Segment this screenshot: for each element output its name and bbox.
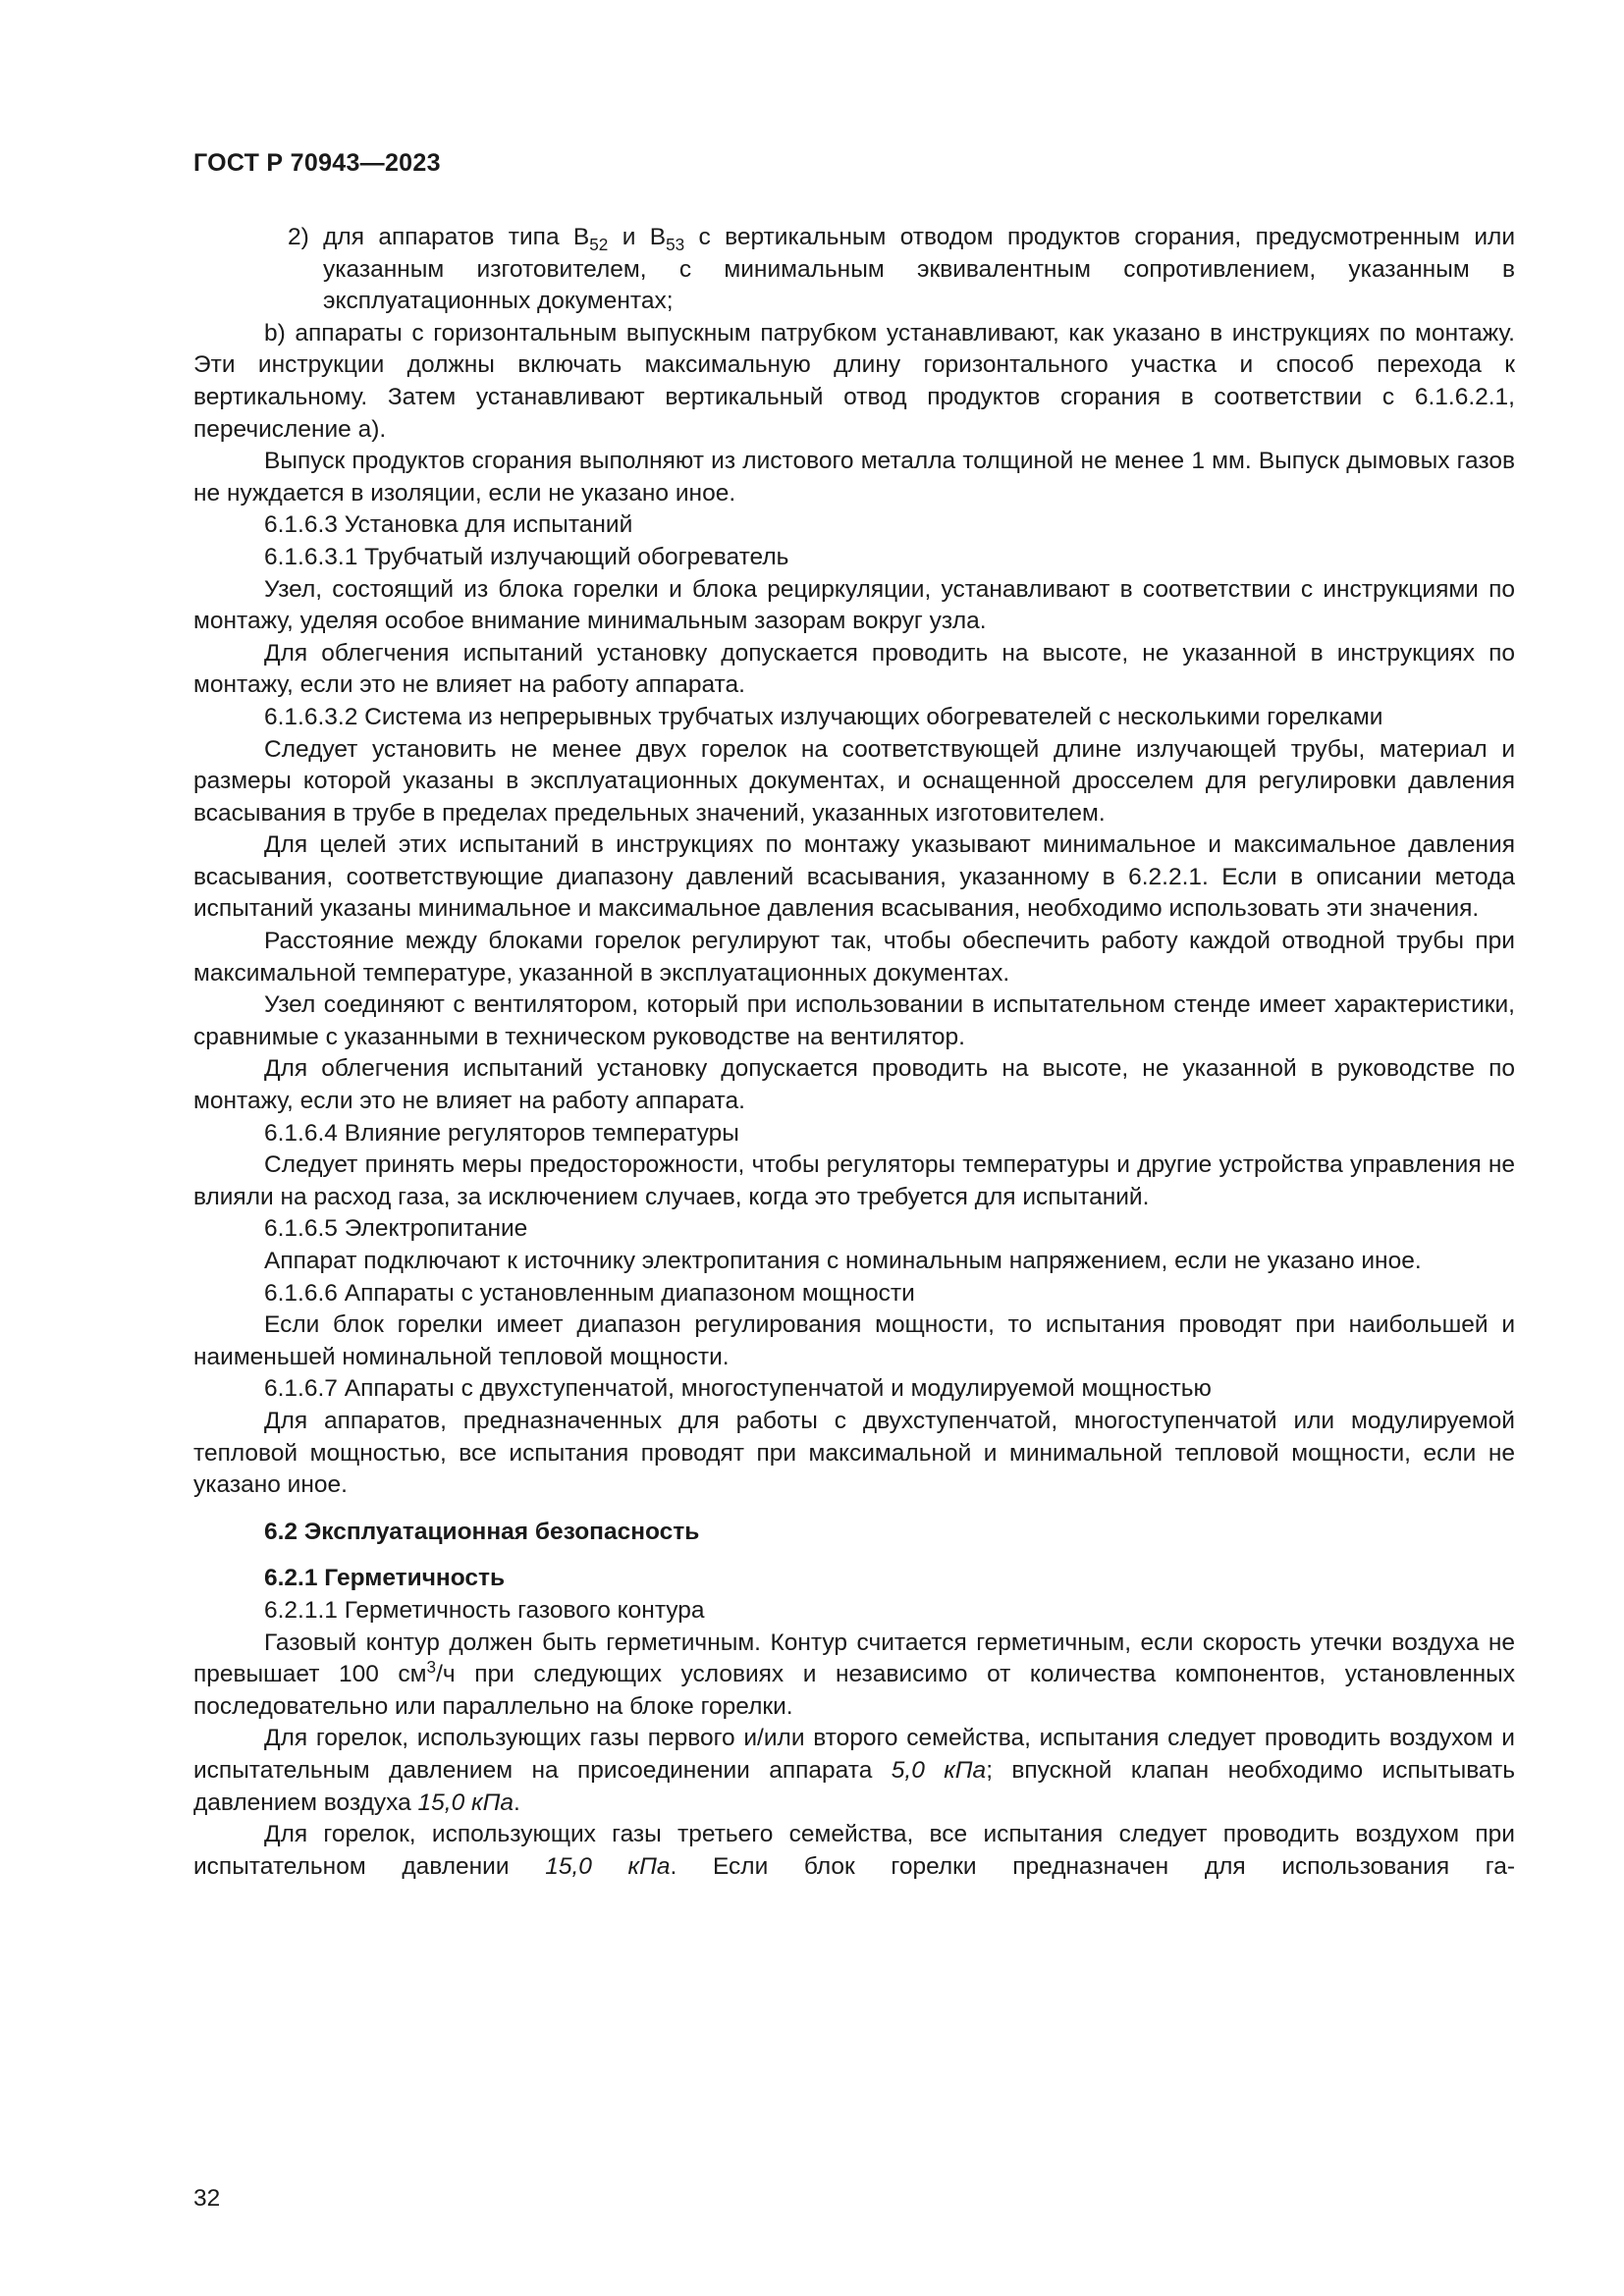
document-body xyxy=(193,222,1515,1883)
section-6-1-6-6: 6.1.6.6 Аппараты с установленным диапазоном мощности xyxy=(264,1279,915,1307)
paragraph-exhaust: Выпуск продуктов сгорания выполняют из листового металла толщиной не менее 1 мм. Выпуск дымовых газов не нуждается в изоляции, если не указано иное. xyxy=(193,448,1515,507)
section-6-1-6-3: 6.1.6.3 Установка для испытаний xyxy=(264,511,633,539)
paragraph-power: Аппарат подключают к источнику электропитания с номинальным напряжением, если не указано иное. xyxy=(264,1248,1422,1274)
section-heading-6-2: 6.2 Эксплуатационная безопасность xyxy=(264,1518,700,1545)
page-number: 32 xyxy=(193,2185,221,2212)
paragraph-distance: Расстояние между блоками горелок регулируют так, чтобы обеспечить работу каждой отводной трубы при максимальной температуре, указанной в эксплуатационных документах. xyxy=(193,928,1515,987)
paragraph-regulators: Следует принять меры предосторожности, чтобы регуляторы температуры и другие устройства управления не влияли на расход газа, за исключением случаев, когда это требуется для испытаний. xyxy=(193,1151,1515,1210)
paragraph-test-purpose: Для целей этих испытаний в инструкциях по монтажу указывают минимальное и максимальное давления всасывания, соответствующие диапазону давлений всасывания, указанному в 6.2.2.1. Если в описании метода испытаний указаны минимальное и максимальное давления всасывания, необходимо использовать эти значения. xyxy=(193,831,1515,923)
paragraph-first-family: Для горелок, использующих газы первого и/или второго семейства, испытания следует проводить воздухом и испытательным давлением на присоединении аппарата 5,0 кПа; впускной клапан необходимо испытывать давлением воздуха 15,0 кПа. xyxy=(193,1725,1516,1816)
paragraph-third-family: Для горелок, использующих газы третьего семейства, все испытания следует проводить воздухом при испытательном давлении 15,0 кПа. Если блок горелки предназначен для использования га- xyxy=(193,1821,1515,1880)
section-6-1-6-4: 6.1.6.4 Влияние регуляторов температуры xyxy=(264,1119,739,1147)
section-6-1-6-7: 6.1.6.7 Аппараты с двухступенчатой, многоступенчатой и модулируемой мощностью xyxy=(264,1375,1212,1403)
section-6-2-1-1: 6.2.1.1 Герметичность газового контура xyxy=(264,1596,705,1624)
section-heading-6-2-1: 6.2.1 Герметичность xyxy=(264,1565,506,1592)
paragraph-height-2: Для облегчения испытаний установку допускается проводить на высоте, не указанной в руководстве по монтажу, если это не влияет на работу аппарата. xyxy=(193,1055,1515,1115)
paragraph-item-b: b) аппараты с горизонтальным выпускным патрубком устанавливают, как указано в инструкциях по монтажу. Эти инструкции должны включать максимальную длину горизонтального участка и способ перехода к вертикальному. Затем устанавливают вертикальный отвод продуктов сгорания в соответствии с 6.1.6.2.1, перечисление а). xyxy=(193,319,1515,443)
paragraph-gas-circuit: Газовый контур должен быть герметичным. Контур считается герметичным, если скорость утечки воздуха не превышает 100 $см^3/ч$ при следующих условиях и независимо от количества компонентов, установленных последовательно или параллельно на блоке горелки. xyxy=(193,1629,1515,1720)
paragraph-fan: Узел соединяют с вентилятором, который при использовании в испытательном стенде имеет характеристики, сравнимые с указанными в техническом руководстве на вентилятор. xyxy=(193,991,1515,1050)
section-6-1-6-5: 6.1.6.5 Электропитание xyxy=(264,1215,528,1243)
list-item-2: 2) для аппаратов типа $B_{52}$ и $B_{53}$ с вертикальным отводом продуктов сгорания, предусмотренным или указанным изготовителем, с минимальным эквивалентным сопротивлением, указанным в эксплуатационных документах; xyxy=(288,224,1516,315)
paragraph-height-1: Для облегчения испытаний установку допускается проводить на высоте, не указанной в инструкциях по монтажу, если это не влияет на работу аппарата. xyxy=(193,639,1515,699)
paragraph-power-range: Если блок горелки имеет диапазон регулирования мощности, то испытания проводят при наибольшей и наименьшей номинальной тепловой мощности. xyxy=(193,1311,1515,1370)
paragraph-unit: Узел, состоящий из блока горелки и блока рециркуляции, устанавливают в соответствии с инструкциями по монтажу, уделяя особое внимание минимальным зазорам вокруг узла. xyxy=(193,575,1515,635)
section-6-1-6-3-2: 6.1.6.3.2 Система из непрерывных трубчатых излучающих обогревателей с несколькими горелками xyxy=(264,703,1383,730)
paragraph-stages: Для аппаратов, предназначенных для работы с двухступенчатой, многоступенчатой или модулируемой тепловой мощностью, все испытания проводят при максимальной и минимальной тепловой мощности, если не указано иное. xyxy=(193,1407,1515,1499)
section-6-1-6-3-1: 6.1.6.3.1 Трубчатый излучающий обогреватель xyxy=(264,543,789,570)
page-header: ГОСТ Р 70943—2023 xyxy=(193,149,441,177)
paragraph-two-burners: Следует установить не менее двух горелок на соответствующей длине излучающей трубы, материал и размеры которой указаны в эксплуатационных документах, и оснащенной дросселем для регулировки давления всасывания в трубе в пределах предельных значений, указанных изготовителем. xyxy=(193,735,1515,827)
